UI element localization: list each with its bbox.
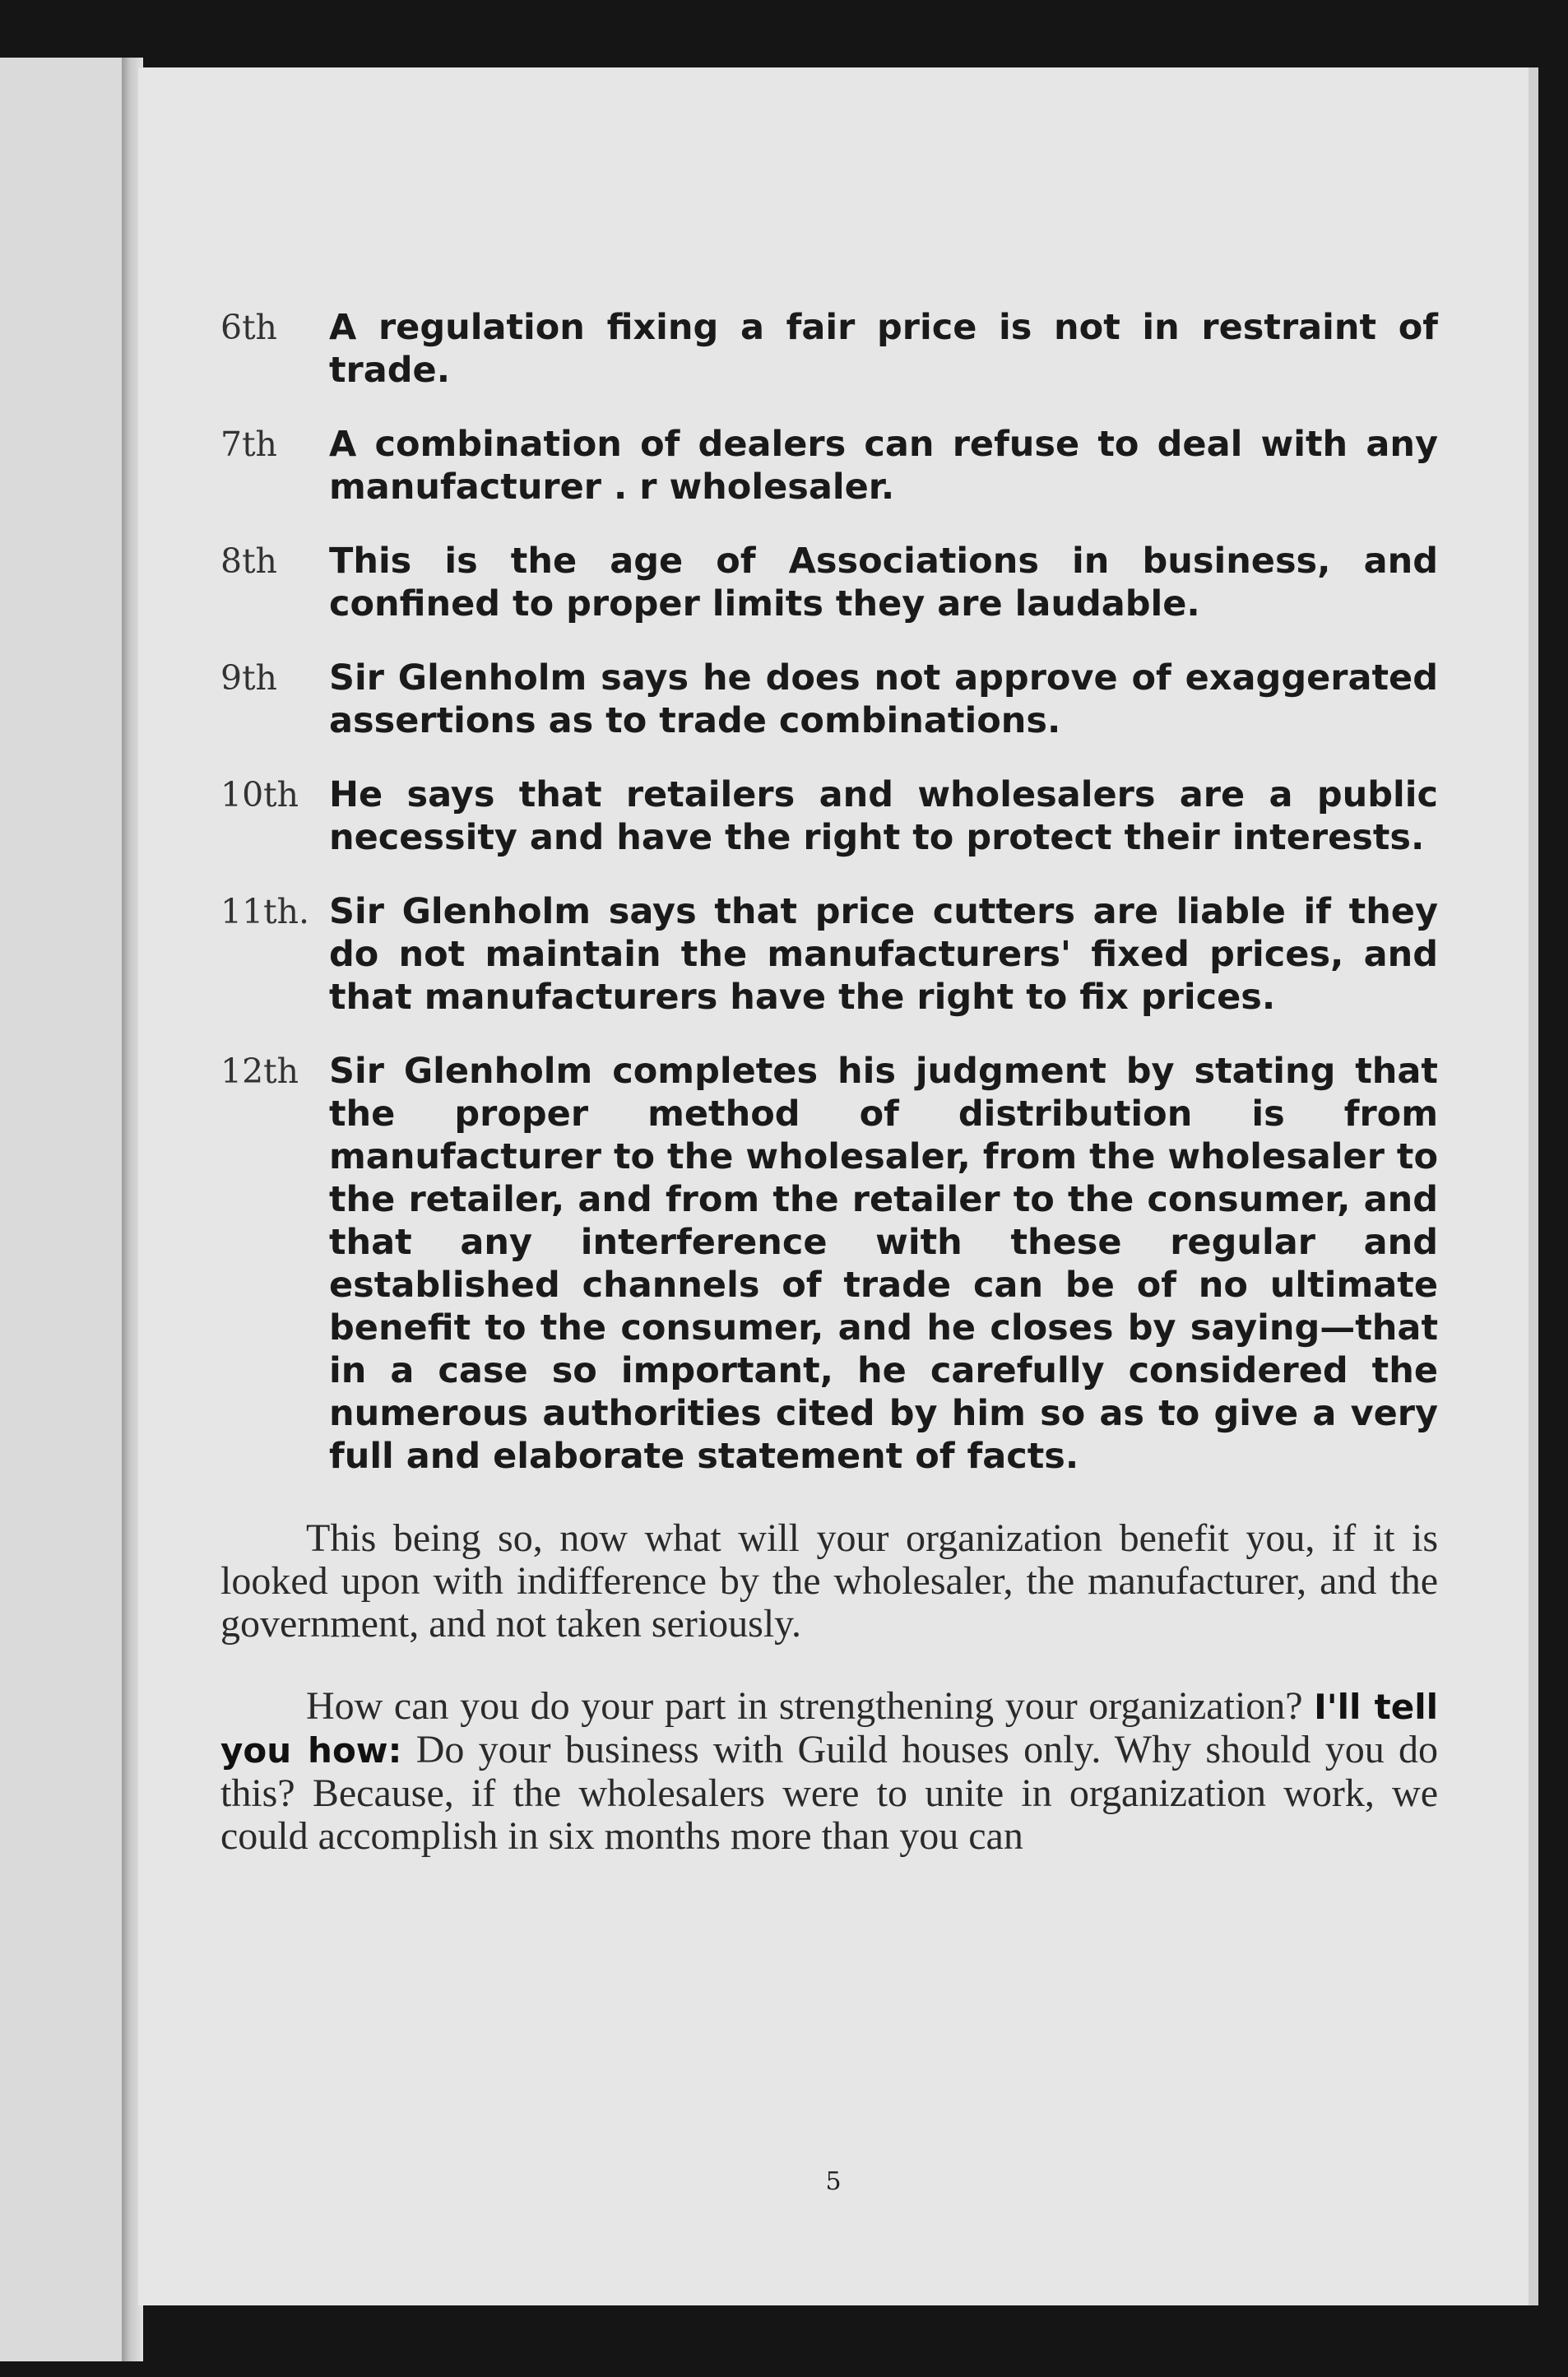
numbered-point: [220, 1050, 1438, 1478]
point-number: 11th.: [220, 892, 310, 931]
numbered-point: [220, 773, 1438, 859]
point-number: 10th: [220, 775, 299, 815]
body-paragraph: This being so, now what will your organization benefit you, if it is looked upon with indifference by the wholesaler, the manufacturer, and the government, and not taken seriously.: [220, 1516, 1438, 1646]
point-number: 8th: [220, 541, 277, 581]
point-text: This is the age of Associations in business, and confined to proper limits they are laudable.: [329, 541, 1438, 624]
paragraph-text: How can you do your part in strengthening your organization?: [306, 1684, 1315, 1728]
body-paragraph: [220, 1685, 1438, 1858]
page-number: 5: [825, 2167, 842, 2196]
point-text: He says that retailers and wholesalers are a public necessity and have the right to protect their interests.: [329, 774, 1438, 858]
point-number: 12th: [220, 1052, 299, 1091]
paragraph-text: Do your business with Guild houses only. Why should you do this? Because, if the wholesalers were to unite in organization work, we could accomplish in six months more than you can: [220, 1728, 1438, 1858]
point-number: 6th: [220, 308, 277, 347]
point-text: Sir Glenholm says he does not approve of exaggerated assertions as to trade combinations.: [329, 657, 1438, 741]
book-page: [138, 67, 1529, 2305]
page-content: [220, 306, 1438, 1897]
emphasized-phrase: I'll tell you how:: [220, 1687, 1438, 1771]
page-edge-right: [1529, 67, 1538, 2305]
facing-page-edge: [0, 58, 136, 2361]
point-text: Sir Glenholm says that price cutters are liable if they do not maintain the manufacturers' fixed prices, and that manufacturers have the right to fix prices.: [329, 891, 1438, 1018]
numbered-point: [220, 890, 1438, 1019]
point-number: 7th: [220, 425, 277, 464]
numbered-point: [220, 657, 1438, 742]
point-number: 9th: [220, 658, 277, 698]
point-text: Sir Glenholm completes his judgment by stating that the proper method of distribution is from manufacturer to the wholesaler, from the wholesaler to the retailer, and from the retailer to the consumer, and that any interference with these regular and established channels of trade can be of no ultimate benefit to the consumer, and he closes by saying—that in a case so important, he carefully considered the numerous authorities cited by him so as to give a very full and elaborate statement of facts.: [329, 1051, 1438, 1477]
point-text: A regulation fixing a fair price is not in restraint of trade.: [329, 307, 1438, 391]
numbered-point: [220, 423, 1438, 508]
numbered-point: [220, 540, 1438, 625]
point-text: A combination of dealers can refuse to deal with any manufacturer . r wholesaler.: [329, 424, 1438, 508]
numbered-point: [220, 306, 1438, 392]
